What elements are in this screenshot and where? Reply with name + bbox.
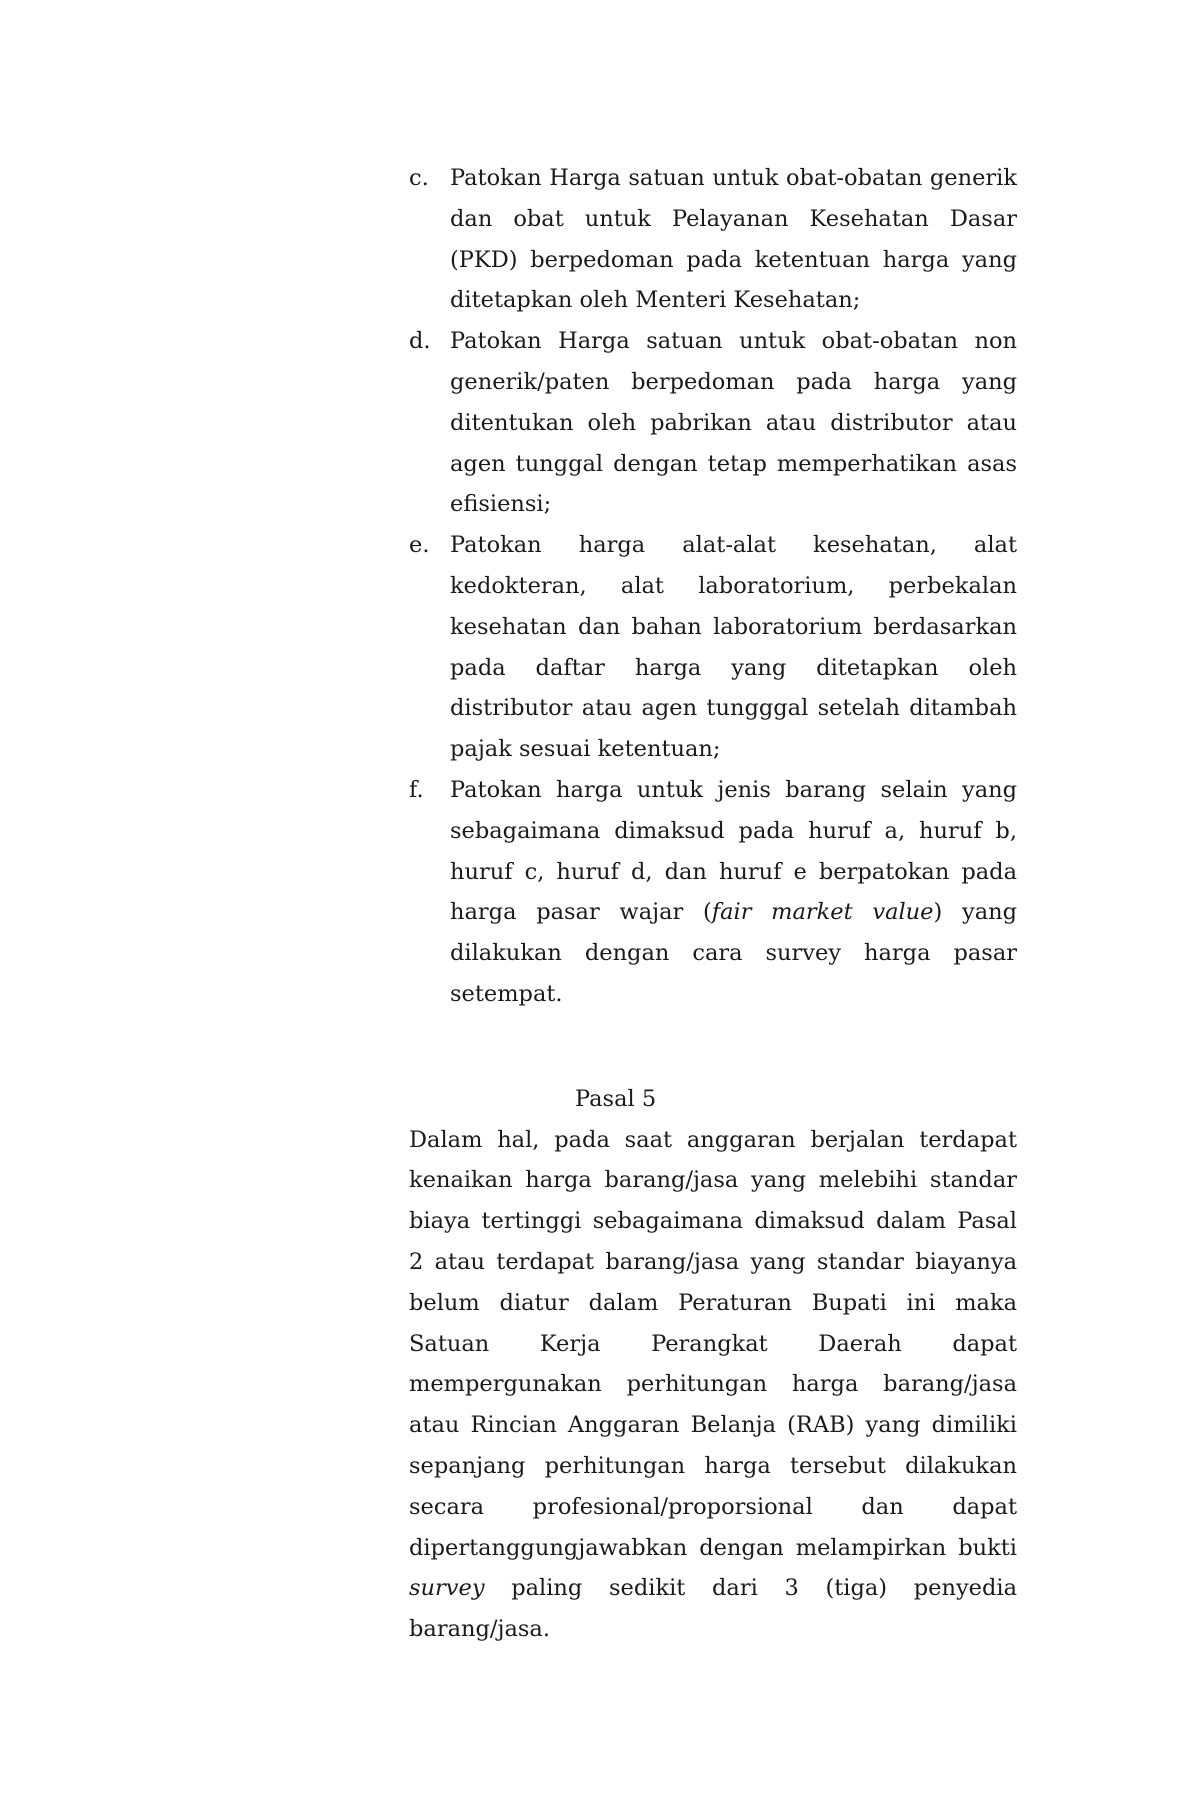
list-item-text-after: ) yang dilakukan dengan cara survey harga pasar setempat.	[450, 899, 1018, 1007]
section-paragraph	[409, 1120, 1017, 1650]
list-item-text: Patokan Harga satuan untuk obat-obatan non generik/paten berpedoman pada harga yang ditentukan oleh pabrikan atau distributor atau agen tunggal dengan tetap memperhatikan asas efisiensi;	[450, 328, 1017, 518]
section-heading: Pasal 5	[575, 1085, 657, 1112]
list-item	[409, 158, 1017, 321]
list-item	[409, 525, 1017, 770]
list-marker: d.	[409, 328, 431, 355]
paragraph-text-after: paling sedikit dari 3 (tiga) penyedia barang/jasa.	[409, 1575, 1017, 1643]
list-marker: e.	[409, 532, 430, 559]
price-guideline-list	[409, 158, 1017, 1015]
document-body	[409, 158, 1017, 1650]
list-item	[409, 770, 1017, 1015]
list-item-text: Patokan Harga satuan untuk obat-obatan generik dan obat untuk Pelayanan Kesehatan Dasar (PKD) berpedoman pada ketentuan harga yang ditetapkan oleh Menteri Kesehatan;	[450, 165, 1017, 314]
list-item-text: Patokan harga alat-alat kesehatan, alat kedokteran, alat laboratorium, perbekalan kesehatan dan bahan laboratorium berdasarkan pada daftar harga yang ditetapkan oleh distributor atau agen tungggal setelah ditambah pajak sesuai ketentuan;	[450, 532, 1017, 763]
paragraph-text-italic: survey	[409, 1575, 485, 1602]
list-marker: f.	[409, 776, 424, 803]
list-item	[409, 321, 1017, 525]
list-item-text-before: Patokan harga untuk jenis barang selain yang sebagaimana dimaksud pada huruf a, huruf b, huruf c, huruf d, dan huruf e berpatokan pada harga pasar wajar (	[450, 776, 1017, 926]
paragraph-text-before: Dalam hal, pada saat anggaran berjalan terdapat kenaikan harga barang/jasa yang melebihi standar biaya tertinggi sebagaimana dimaksud dalam Pasal 2 atau terdapat barang/jasa yang standar biayanya belum diatur dalam Peraturan Bupati ini maka Satuan Kerja Perangkat Daerah dapat mempergunakan perhitungan harga barang/jasa atau Rincian Anggaran Belanja (RAB) yang dimiliki sepanjang perhitungan harga tersebut dilakukan secara profesional/proporsional dan dapat dipertanggungjawabkan dengan melampirkan bukti	[409, 1126, 1017, 1561]
list-item-text	[450, 770, 1017, 1015]
list-item-text-italic: fair market value	[711, 899, 934, 926]
list-marker: c.	[409, 165, 429, 191]
